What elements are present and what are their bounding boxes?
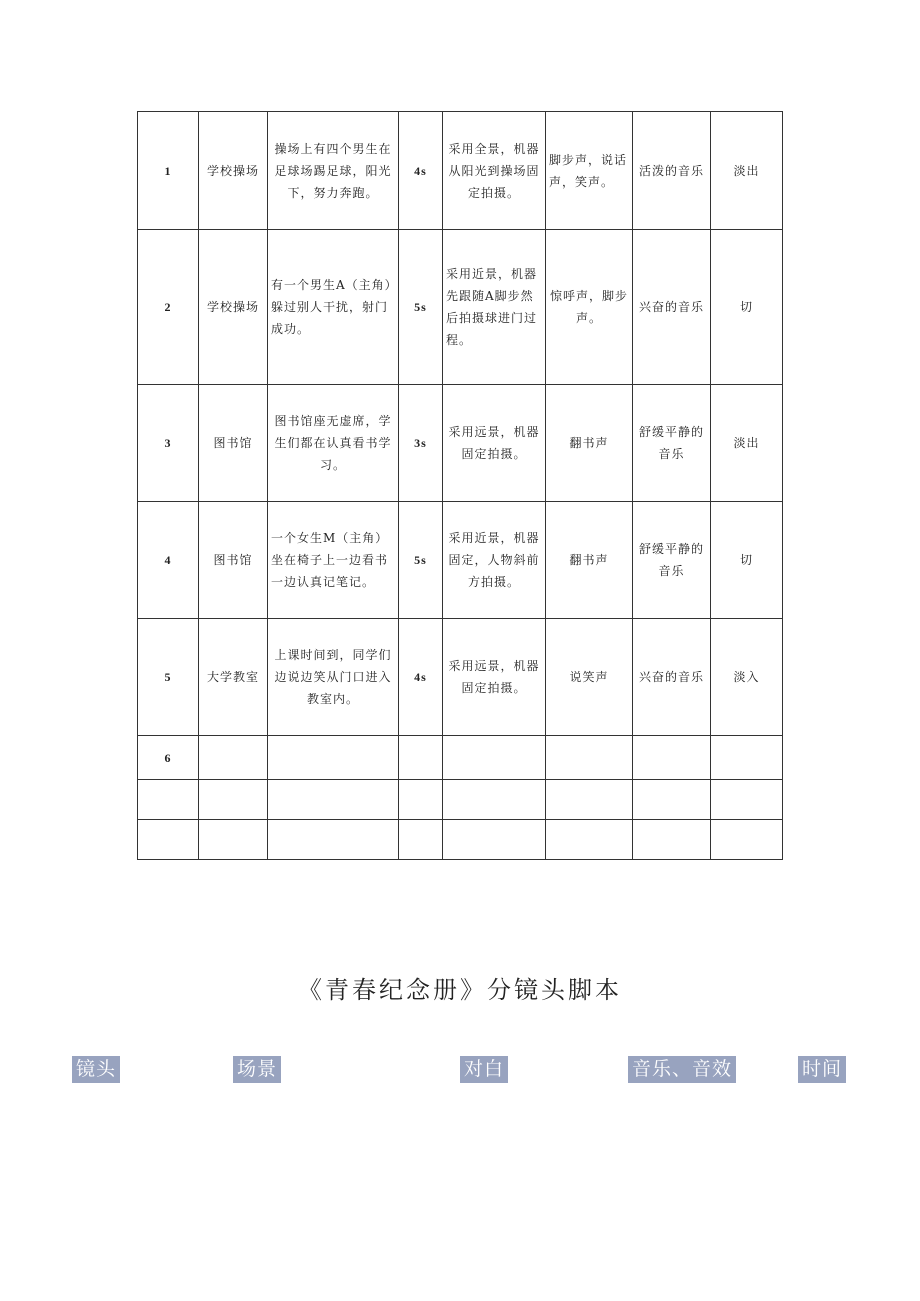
location-cell (199, 820, 268, 860)
transition-cell: 淡入 (711, 619, 783, 736)
sound-cell (546, 820, 633, 860)
shot-number (138, 780, 199, 820)
shot-number: 6 (138, 736, 199, 780)
header-time: 时间 (798, 1056, 846, 1083)
transition-cell (711, 780, 783, 820)
transition-cell: 淡出 (711, 112, 783, 230)
description-cell: 操场上有四个男生在足球场踢足球，阳光下，努力奔跑。 (268, 112, 399, 230)
shot-number: 2 (138, 230, 199, 385)
location-cell: 图书馆 (199, 385, 268, 502)
table-row (138, 112, 783, 230)
transition-cell (711, 820, 783, 860)
storyboard-table (137, 111, 783, 860)
camera-cell: 采用近景，机器先跟随A脚步然后拍摄球进门过程。 (443, 230, 546, 385)
camera-cell: 采用全景，机器从阳光到操场固定拍摄。 (443, 112, 546, 230)
sound-cell: 说笑声 (546, 619, 633, 736)
camera-cell: 采用远景，机器固定拍摄。 (443, 619, 546, 736)
header-dialogue: 对白 (460, 1056, 508, 1083)
duration-cell (399, 780, 443, 820)
location-cell: 图书馆 (199, 502, 268, 619)
duration-cell: 5s (399, 502, 443, 619)
music-cell: 兴奋的音乐 (633, 230, 711, 385)
table-row (138, 780, 783, 820)
music-cell: 舒缓平静的音乐 (633, 385, 711, 502)
transition-cell: 切 (711, 502, 783, 619)
camera-cell: 采用远景，机器固定拍摄。 (443, 385, 546, 502)
location-cell (199, 780, 268, 820)
camera-cell (443, 820, 546, 860)
description-cell (268, 820, 399, 860)
duration-cell: 5s (399, 230, 443, 385)
camera-cell (443, 736, 546, 780)
camera-cell: 采用近景，机器固定，人物斜前方拍摄。 (443, 502, 546, 619)
transition-cell: 淡出 (711, 385, 783, 502)
music-cell: 兴奋的音乐 (633, 619, 711, 736)
header-scene: 场景 (233, 1056, 281, 1083)
sound-cell: 惊呼声，脚步声。 (546, 230, 633, 385)
description-cell: 一个女生M（主角）坐在椅子上一边看书一边认真记笔记。 (268, 502, 399, 619)
sound-cell (546, 736, 633, 780)
duration-cell (399, 736, 443, 780)
location-cell: 学校操场 (199, 230, 268, 385)
page-title: 《青春纪念册》分镜头脚本 (298, 976, 622, 1004)
description-cell: 图书馆座无虚席，学生们都在认真看书学习。 (268, 385, 399, 502)
duration-cell: 4s (399, 619, 443, 736)
sound-cell: 翻书声 (546, 385, 633, 502)
table-row (138, 619, 783, 736)
table-row (138, 736, 783, 780)
music-cell: 舒缓平静的音乐 (633, 502, 711, 619)
description-cell: 上课时间到，同学们边说边笑从门口进入教室内。 (268, 619, 399, 736)
shot-number (138, 820, 199, 860)
duration-cell (399, 820, 443, 860)
location-cell (199, 736, 268, 780)
music-cell (633, 820, 711, 860)
duration-cell: 3s (399, 385, 443, 502)
header-music-effects: 音乐、音效 (628, 1056, 736, 1083)
transition-cell: 切 (711, 230, 783, 385)
sound-cell: 脚步声，说话声，笑声。 (546, 112, 633, 230)
description-cell: 有一个男生A（主角）躲过别人干扰，射门成功。 (268, 230, 399, 385)
header-shot: 镜头 (72, 1056, 120, 1083)
description-cell (268, 736, 399, 780)
sound-cell: 翻书声 (546, 502, 633, 619)
camera-cell (443, 780, 546, 820)
table-row (138, 385, 783, 502)
shot-number: 5 (138, 619, 199, 736)
table-row (138, 502, 783, 619)
table-row (138, 230, 783, 385)
description-cell (268, 780, 399, 820)
duration-cell: 4s (399, 112, 443, 230)
location-cell: 大学教室 (199, 619, 268, 736)
table-row (138, 820, 783, 860)
music-cell (633, 780, 711, 820)
shot-number: 1 (138, 112, 199, 230)
transition-cell (711, 736, 783, 780)
music-cell (633, 736, 711, 780)
sound-cell (546, 780, 633, 820)
location-cell: 学校操场 (199, 112, 268, 230)
shot-number: 4 (138, 502, 199, 619)
music-cell: 活泼的音乐 (633, 112, 711, 230)
shot-number: 3 (138, 385, 199, 502)
